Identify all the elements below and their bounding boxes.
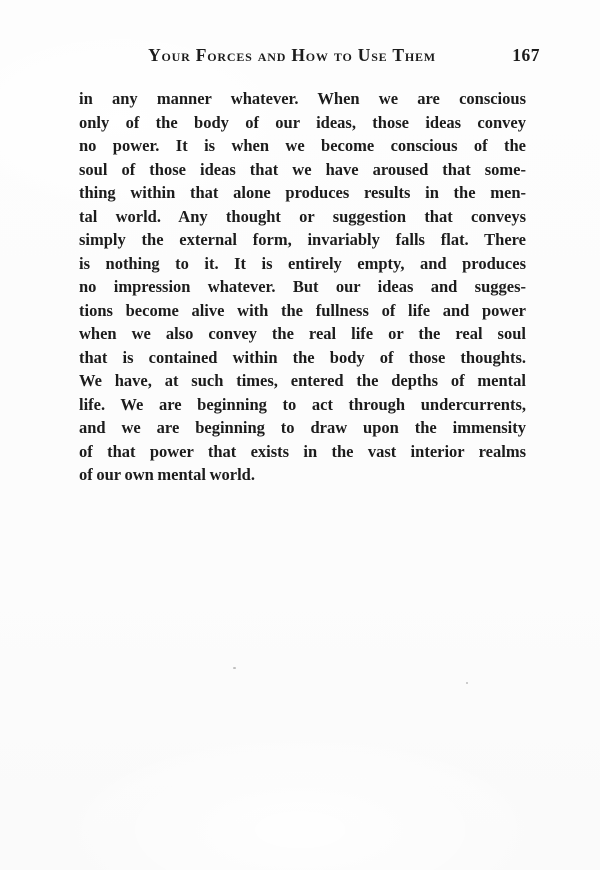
text-line: tions become alive with the fullness of life and power: [79, 300, 526, 320]
text-line: and we are beginning to draw upon the immensity: [79, 418, 526, 437]
text-line: soul of those ideas that we have aroused that some-: [79, 159, 526, 179]
text-line: of that power that exists in the vast interior realms: [79, 441, 526, 461]
scan-speck: [466, 682, 468, 684]
text-line: no impression whatever. But our ideas and sugges-: [79, 277, 526, 296]
text-line: no power. It is when we become conscious of the: [79, 136, 526, 155]
text-line: in any manner whatever. When we are conscious: [79, 89, 526, 108]
page-number: 167: [512, 45, 540, 65]
text-line: only of the body of our ideas, those ideas convey: [79, 112, 526, 132]
scan-speck: [233, 667, 236, 669]
paragraph: [79, 87, 526, 487]
text-line: is nothing to it. It is entirely empty, and produces: [79, 253, 526, 273]
text-line: simply the external form, invariably falls flat. There: [79, 230, 526, 249]
text-line: We have, at such times, entered the depths of mental: [79, 371, 526, 390]
running-header-title: Your Forces and How to Use Them: [148, 45, 436, 65]
text-line: tal world. Any thought or suggestion that conveys: [79, 206, 526, 226]
text-line: thing within that alone produces results in the men-: [79, 183, 526, 202]
text-line: of our own mental world.: [79, 465, 255, 484]
text-line: when we also convey the real life or the real soul: [79, 324, 526, 343]
text-line: life. We are beginning to act through undercurrents,: [79, 394, 526, 414]
text-line: that is contained within the body of those thoughts.: [79, 347, 526, 367]
running-header: [78, 44, 540, 66]
